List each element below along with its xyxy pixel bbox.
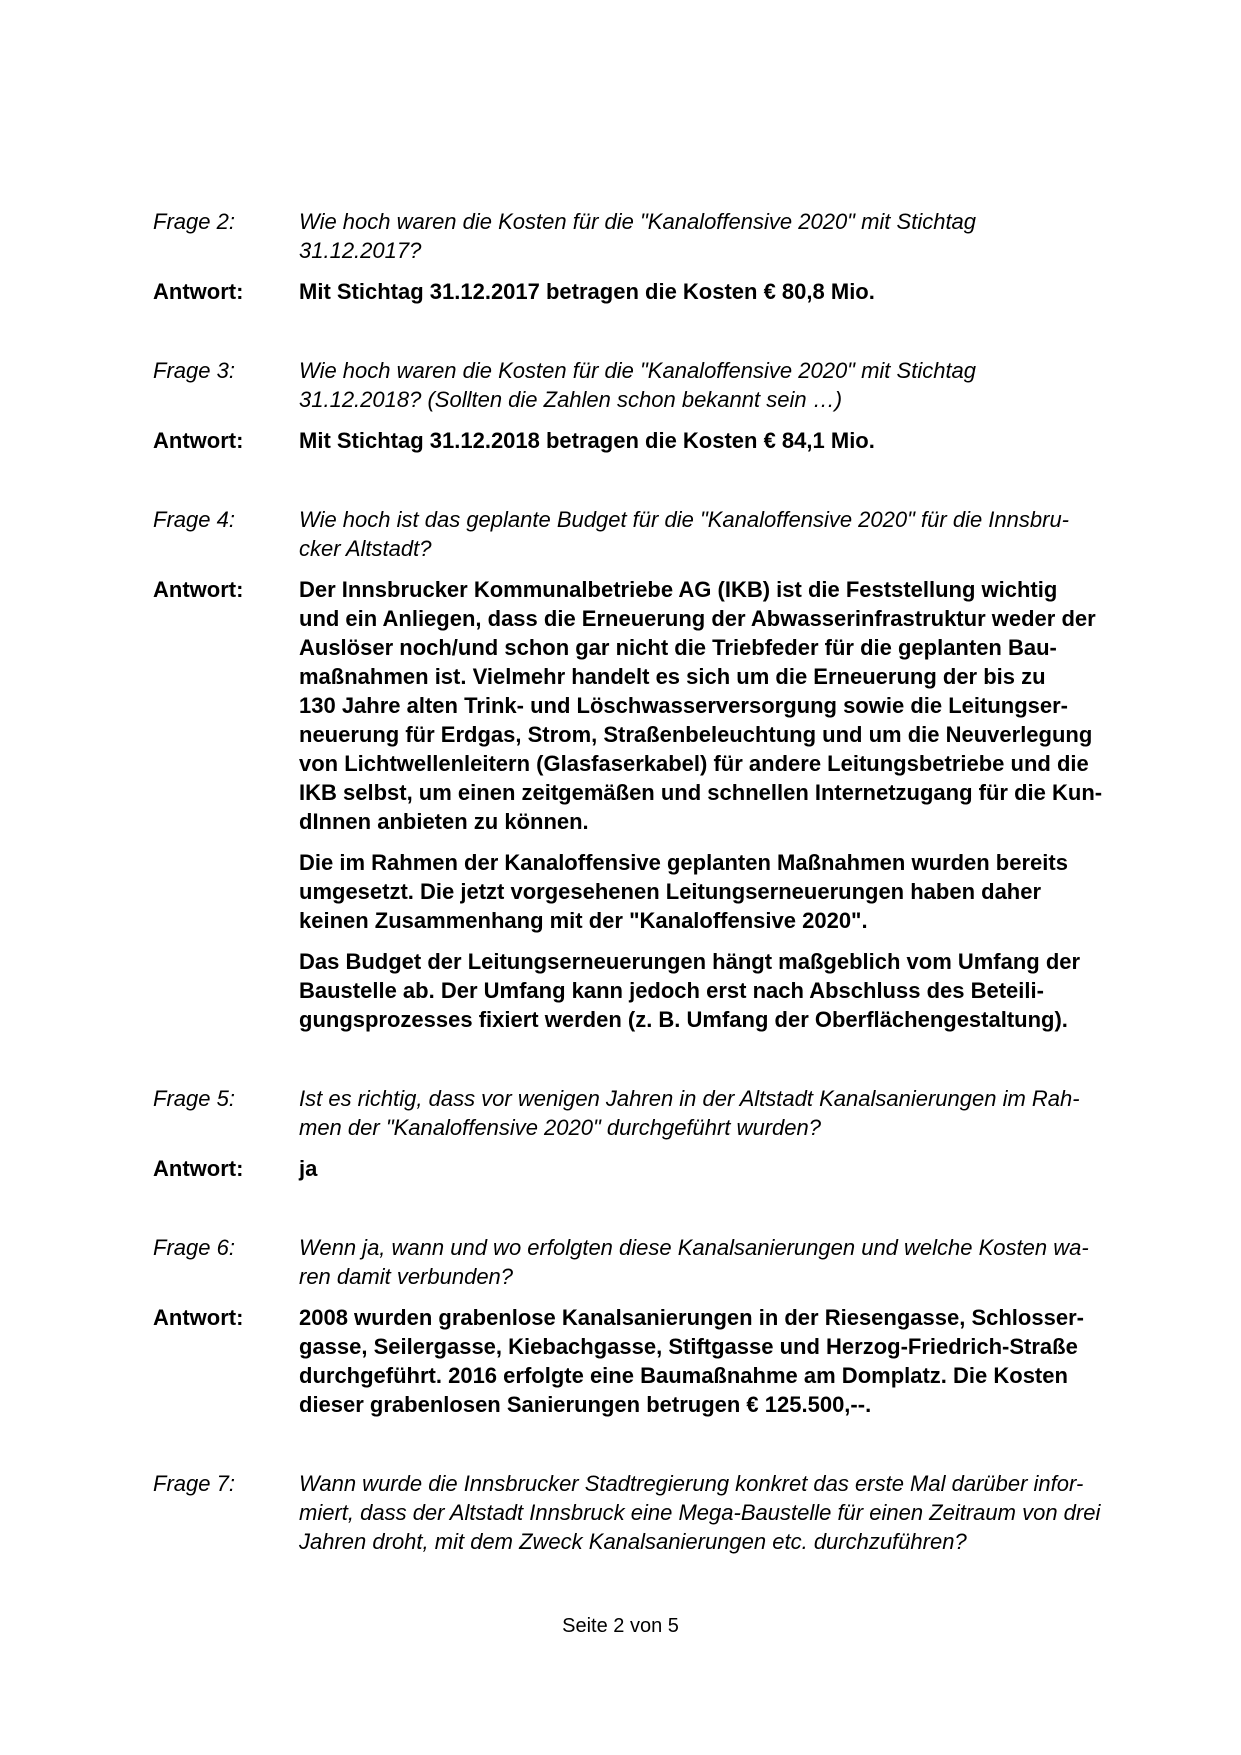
question-label: Frage 3: bbox=[153, 358, 235, 383]
answer-row bbox=[153, 575, 1133, 1034]
answer-row bbox=[153, 1303, 1133, 1419]
answer-paragraph bbox=[299, 426, 1133, 455]
answer-label: Antwort: bbox=[153, 279, 244, 304]
question-line: Wie hoch ist das geplante Budget für die "Kanaloffensive 2020" für die Innsbru- bbox=[299, 507, 1070, 532]
question-line: men der "Kanaloffensive 2020" durchgeführt wurden? bbox=[299, 1115, 821, 1140]
question-label: Frage 5: bbox=[153, 1086, 235, 1111]
answer-line: und ein Anliegen, dass die Erneuerung der Abwasserinfrastruktur weder der bbox=[299, 606, 1096, 631]
answer-line: Mit Stichtag 31.12.2017 betragen die Kosten € 80,8 Mio. bbox=[299, 279, 875, 304]
question-line: Wie hoch waren die Kosten für die "Kanaloffensive 2020" mit Stichtag bbox=[299, 358, 977, 383]
answer-line: Der Innsbrucker Kommunalbetriebe AG (IKB) ist die Feststellung wichtig bbox=[299, 577, 1058, 602]
question-line: 31.12.2017? bbox=[299, 238, 422, 263]
question-line: Wenn ja, wann und wo erfolgten diese Kanalsanierungen und welche Kosten wa- bbox=[299, 1235, 1089, 1260]
question-row bbox=[153, 1233, 1133, 1291]
question-label: Frage 2: bbox=[153, 209, 235, 234]
question-text bbox=[299, 356, 1133, 414]
answer-paragraph bbox=[299, 575, 1133, 836]
answer-text bbox=[299, 1154, 1133, 1183]
answer-line: von Lichtwellenleitern (Glasfaserkabel) für andere Leitungsbetriebe und die bbox=[299, 751, 1089, 776]
question-row bbox=[153, 1084, 1133, 1142]
qa-list bbox=[153, 207, 1133, 1606]
question-row bbox=[153, 207, 1133, 265]
question-text bbox=[299, 207, 1133, 265]
answer-label: Antwort: bbox=[153, 1156, 244, 1181]
answer-line: Baustelle ab. Der Umfang kann jedoch erst nach Abschluss des Beteili- bbox=[299, 978, 1044, 1003]
answer-line: Auslöser noch/und schon gar nicht die Triebfeder für die geplanten Bau- bbox=[299, 635, 1057, 660]
answer-line: neuerung für Erdgas, Strom, Straßenbeleuchtung und um die Neuverlegung bbox=[299, 722, 1093, 747]
answer-line: Das Budget der Leitungserneuerungen hängt maßgeblich vom Umfang der bbox=[299, 949, 1081, 974]
answer-row bbox=[153, 426, 1133, 455]
answer-line: maßnahmen ist. Vielmehr handelt es sich um die Erneuerung der bis zu bbox=[299, 664, 1046, 689]
qa-block bbox=[153, 1084, 1133, 1183]
answer-row bbox=[153, 277, 1133, 306]
answer-line: 130 Jahre alten Trink- und Löschwasserversorgung sowie die Leitungser- bbox=[299, 693, 1069, 718]
answer-paragraph bbox=[299, 947, 1133, 1034]
question-line: Jahren droht, mit dem Zweck Kanalsanierungen etc. durchzuführen? bbox=[299, 1529, 967, 1554]
page-number: Seite 2 von 5 bbox=[562, 1615, 679, 1637]
qa-block bbox=[153, 356, 1133, 455]
answer-line: ja bbox=[299, 1156, 318, 1181]
question-text bbox=[299, 1233, 1133, 1291]
answer-label: Antwort: bbox=[153, 428, 244, 453]
question-label: Frage 7: bbox=[153, 1471, 235, 1496]
answer-line: durchgeführt. 2016 erfolgte eine Baumaßnahme am Domplatz. Die Kosten bbox=[299, 1363, 1068, 1388]
answer-line: umgesetzt. Die jetzt vorgesehenen Leitungserneuerungen haben daher bbox=[299, 879, 1042, 904]
question-row bbox=[153, 505, 1133, 563]
answer-line: dieser grabenlosen Sanierungen betrugen € 125.500,--. bbox=[299, 1392, 872, 1417]
answer-line: Mit Stichtag 31.12.2018 betragen die Kosten € 84,1 Mio. bbox=[299, 428, 875, 453]
answer-text bbox=[299, 426, 1133, 455]
answer-row bbox=[153, 1154, 1133, 1183]
question-line: ren damit verbunden? bbox=[299, 1264, 514, 1289]
question-text bbox=[299, 1084, 1133, 1142]
question-line: cker Altstadt? bbox=[299, 536, 432, 561]
question-line: 31.12.2018? (Sollten die Zahlen schon bekannt sein …) bbox=[299, 387, 843, 412]
qa-block bbox=[153, 1233, 1133, 1419]
answer-line: 2008 wurden grabenlose Kanalsanierungen in der Riesengasse, Schlosser- bbox=[299, 1305, 1084, 1330]
answer-line: keinen Zusammenhang mit der "Kanaloffensive 2020". bbox=[299, 908, 868, 933]
answer-line: Die im Rahmen der Kanaloffensive geplanten Maßnahmen wurden bereits bbox=[299, 850, 1068, 875]
question-label: Frage 4: bbox=[153, 507, 235, 532]
question-line: Ist es richtig, dass vor wenigen Jahren in der Altstadt Kanalsanierungen im Rah- bbox=[299, 1086, 1080, 1111]
qa-block bbox=[153, 1469, 1133, 1556]
question-line: Wann wurde die Innsbrucker Stadtregierung konkret das erste Mal darüber infor- bbox=[299, 1471, 1084, 1496]
answer-line: gasse, Seilergasse, Kiebachgasse, Stiftgasse und Herzog-Friedrich-Straße bbox=[299, 1334, 1078, 1359]
answer-line: IKB selbst, um einen zeitgemäßen und schnellen Internetzugang für die Kun- bbox=[299, 780, 1103, 805]
question-text bbox=[299, 505, 1133, 563]
answer-paragraph bbox=[299, 1303, 1133, 1419]
answer-paragraph bbox=[299, 1154, 1133, 1183]
answer-paragraph bbox=[299, 848, 1133, 935]
question-label: Frage 6: bbox=[153, 1235, 235, 1260]
answer-text bbox=[299, 277, 1133, 306]
question-text bbox=[299, 1469, 1133, 1556]
answer-line: dInnen anbieten zu können. bbox=[299, 809, 589, 834]
question-line: Wie hoch waren die Kosten für die "Kanaloffensive 2020" mit Stichtag bbox=[299, 209, 977, 234]
question-line: miert, dass der Altstadt Innsbruck eine Mega-Baustelle für einen Zeitraum von drei bbox=[299, 1500, 1101, 1525]
answer-line: gungsprozesses fixiert werden (z. B. Umfang der Oberflächengestaltung). bbox=[299, 1007, 1068, 1032]
qa-block bbox=[153, 505, 1133, 1034]
answer-paragraph bbox=[299, 277, 1133, 306]
answer-label: Antwort: bbox=[153, 1305, 244, 1330]
answer-text bbox=[299, 1303, 1133, 1419]
question-row bbox=[153, 356, 1133, 414]
qa-block bbox=[153, 207, 1133, 306]
question-row bbox=[153, 1469, 1133, 1556]
answer-text bbox=[299, 575, 1133, 1034]
answer-label: Antwort: bbox=[153, 577, 244, 602]
